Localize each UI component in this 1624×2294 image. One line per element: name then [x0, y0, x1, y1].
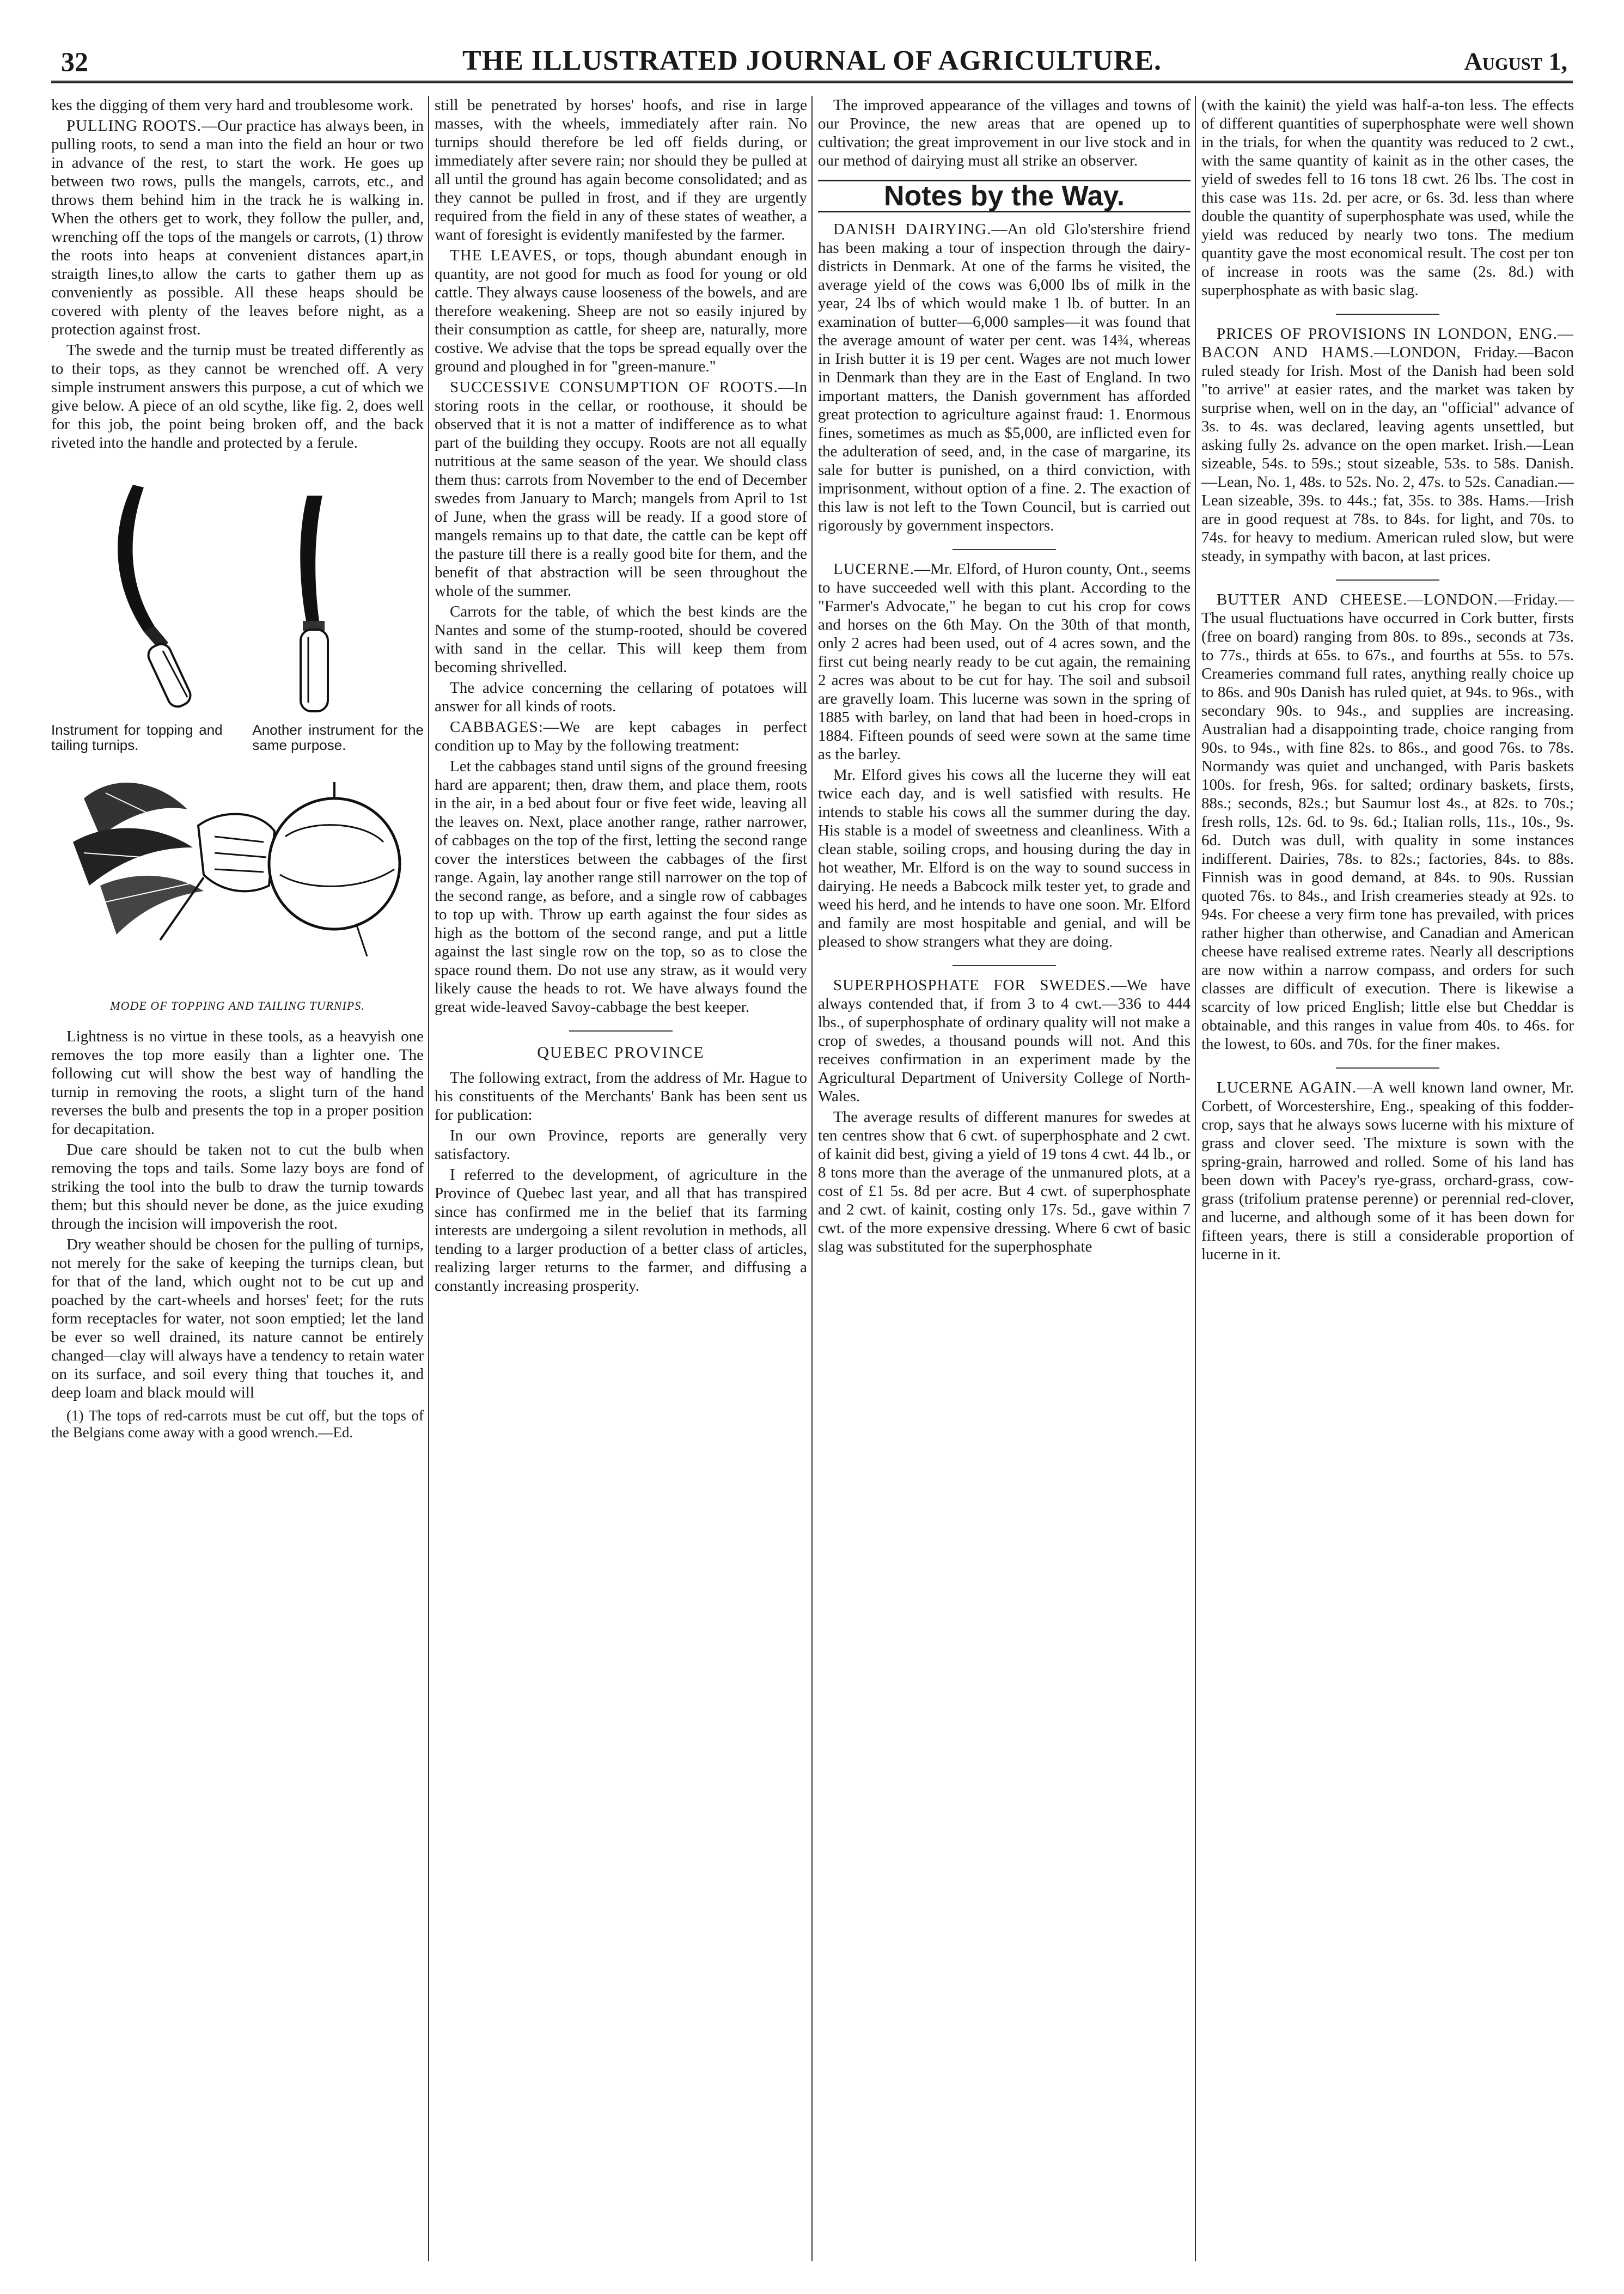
section-heading-notes: Notes by the Way.: [818, 180, 1190, 212]
article-lucerne: [818, 560, 1190, 764]
article-text: —An old Glo'stershire friend has been making a tour of inspection through the dairy-districts in Denmark. At one of the farms he visited, the average yield of the cows was 6,000 lbs of milk in the year, 24 lbs of which would make 1 lb. of butter. In an examination of butter—6,000 samples—it was found that the average amount of water per cent. was 14¾, whereas in Irish butter it is 19 per cent. Wages are not much lower in Denmark than they are in the East of England. In two important matters, the Danish government has afforded great protection to agriculture against fraud: 1. Enormous fines, sometimes as much as $5,000, are inflicted even for the adulteration of seed, and, in the case of margarine, its sale for butter is punished, on a third conviction, with imprisonment, without option of a fine. 2. The exaction of this law is not left to the Town Council, but is carried out rigorously by government inspectors.: [818, 221, 1190, 534]
article-heading: LUCERNE AGAIN.: [1217, 1079, 1357, 1096]
article-cabbages: [435, 718, 807, 755]
article-text: or tops, though abundant enough in quantity, are not good for much as food for young or old cattle. They always cause looseness of the bowels, and are therefore weakening. Sheep are not so easily injured by their consumption as cattle, for sheep are, naturally, more costive. We advise that the tops be spread equally over the ground and ploughed in for "green-manure.": [435, 247, 807, 375]
paragraph: I referred to the development, of agriculture in the Province of Quebec last year, and all that has transpired since has confirmed me in the belief that its farming interests are undergoing a silent revolution in methods, all tending to a larger production of a better class of articles, realizing larger returns to the farmer, and diffusing a constantly increasing prosperity.: [435, 1166, 807, 1295]
article-text: —We have always contended that, if from 3 to 4 cwt.—336 to 444 lbs., of superphosphate of ordinary quality will not make a crop of swedes, a thousand pounds will not. And this receives confirmation in an experiment made by the Agricultural Department of University College of North-Wales.: [818, 977, 1190, 1105]
article-superphosphate: [818, 976, 1190, 1106]
page-number: 32: [61, 46, 88, 77]
article-text: —Friday.—The usual fluctuations have occurred in Cork butter, firsts (free on board) ranging from 80s. to 89s., seconds at 73s. to 77s., thirds at 65s. to 67s., and fourths at 55s. to 57s. Creameries command full rates, anything really choice up to 86s. and 90s Danish has ruled quiet, at 94s. to 96s., with secondary 90s. to 94s., and supplies are increasing. Australian had a disappointing trade, choice ranging from 90s. to 94s., with fine 82s. to 86s., and good 76s. to 78s. Normandy was quiet and unchanged, with Paris baskets 100s. for fresh, 96s. for salted; ordinary baskets, firsts, 88s.; seconds, 82s.; but Saumur lost 4s., at 82s. to 70s.; fresh rolls, 12s. 6d. to 9s. 6d.; Italian rolls, 11s., 10s., 9s. 6d. Dutch was dull, with quality in some instances indifferent. Dairies, 78s. to 82s.; factories, 84s. to 88s. Finnish was in good demand, at 84s. to 90s. Russian quoted 76s. to 84s., and Irish creameries steady at 92s. to 94s. For cheese a very firm tone has prevailed, with prices rather higher than otherwise, and Canadian and American cheese have realised extreme rates. Nearly all descriptions are now within a narrow compass, and orders for such classes are difficult of execution. There is likewise a scarcity of low priced English; little else but Cheddar is obtainable, and this ranges in value from 40s. to 46s. for the lowest, to 60s. and 70s. for the finer makes.: [1201, 591, 1574, 1053]
article-heading: DANISH DAIRYING.: [833, 221, 992, 238]
figure-captions: [51, 722, 424, 753]
section-divider: [953, 965, 1056, 966]
paragraph: The average results of different manures for swedes at ten centres show that 6 cwt. of superphosphate and 2 cwt. of kainit did best, giving a yield of 19 tons 4 cwt. 44 lb., or 8 tons more than the average of the unmanured plots, at a cost of £1 5s. 8d per acre. But 4 cwt. of superphosphate and 2 cwt. of kainit, costing only 17s. 5d., gave within 7 cwt. of the more expensive dressing. Where 6 cwt of basic slag was substituted for the superphosphate: [818, 1108, 1190, 1255]
figure-1-caption: Instrument for topping and tailing turnips.: [51, 722, 223, 753]
paragraph: kes the digging of them very hard and troublesome work.: [51, 96, 414, 114]
column-rule: [1195, 96, 1196, 2261]
paragraph: still be penetrated by horses' hoofs, and rise in large masses, with the wheels, immediately after rain. No turnips should therefore be led off fields during, or immediately after severe rain; nor should they be pulled at all until the ground has again become consolidated; and as they cannot be pulled in frost, and if they are urgently required from the field in any of these states of weather, a want of foresight is evidently manifested by the farmer.: [435, 96, 807, 243]
section-heading-quebec: QUEBEC PROVINCE: [537, 1044, 705, 1061]
hand-holding-turnip-icon: [51, 760, 424, 995]
article-the-leaves: [435, 246, 807, 376]
article-text: —We are kept cabages in perfect condition up to May by the following treatment:: [435, 718, 807, 754]
column-3: [818, 96, 1190, 2261]
figure-3-caption: MODE OF TOPPING AND TAILING TURNIPS.: [110, 999, 365, 1012]
hand-icon: [160, 814, 274, 940]
section-divider: [569, 1030, 673, 1032]
paragraph: Due care should be taken not to cut the bulb when removing the tops and tails. Some lazy boys are fond of striking the tool into the bulb to draw the turnip towards them; but this should never be done, as the juice exuding through the incision will impoverish the root.: [51, 1141, 424, 1233]
article-text: —Mr. Elford, of Huron county, Ont., seems to have succeeded well with this plant. According to the "Farmer's Advocate," he began to cut his crop for cows and horses on the 6th May. On the 30th of that month, only 2 acres had been used, out of 4 acres sown, and the first cut being nearly ready to be cut again, the remaining 2 acres was about to be cut for hay. The soil and subsoil are gravelly loam. This lucerne was sown in the spring of 1885 with barley, on land that had been in hoed-crops in 1884. Fifteen pounds of seed were sown at the same time as the barley.: [818, 560, 1190, 763]
article-lucerne-again: [1201, 1078, 1574, 1264]
section-divider: [1336, 1067, 1439, 1069]
article-heading: CABBAGES:: [450, 718, 544, 736]
article-successive-consumption: [435, 378, 807, 600]
article-pulling-roots: [51, 117, 424, 339]
article-heading: LUCERNE.: [833, 560, 914, 578]
curved-topping-tool-icon: [118, 485, 193, 710]
paragraph: In our own Province, reports are generally very satisfactory.: [435, 1127, 807, 1163]
paragraph: Lightness is no virtue in these tools, as a heavyish one removes the top more easily than a lighter one. The following cut will show the best way of handling the turnip in removing the roots, a slight turn of the hand reverses the bulb and presents the top in a proper position for decapitation.: [51, 1028, 424, 1138]
section-divider: [953, 549, 1056, 550]
figure-topping-turnips: [51, 760, 424, 995]
article-text: —A well known land owner, Mr. Corbett, of Worcestershire, Eng., speaking of this fodder-crop, says that he always sows lucerne with his mixture of grass and clover seed. The mixture is sown with the spring-grain, harrowed and rolled. Some of his land has been down with Pacey's rye-grass, orchard-grass, cow-grass (trifolium pratense perenne) or perennial red-clover, and lucerne, and although some of it has been down for fifteen years, there is still a considerable proportion of lucerne in it.: [1201, 1079, 1574, 1263]
article-heading: BUTTER AND CHEESE.—LONDON.: [1217, 591, 1498, 608]
figure-turnip-tools: [51, 463, 424, 719]
paragraph: Carrots for the table, of which the best kinds are the Nantes and some of the stump-rooted, should be covered with sand in the cellar. This will keep them from becoming shrivelled.: [435, 603, 807, 676]
masthead: [51, 42, 1573, 83]
paragraph: Mr. Elford gives his cows all the lucerne they will eat twice each day, and is well satisfied with results. He intends to stable his cows all the summer during the day. His stable is a model of sweetness and cleanliness. With a clean stable, soiling crops, and housing during the day in hot weather, Mr. Elford is on the way to sound success in dairying. He needs a Babcock milk tester yet, to grade and weed his herd, and he intends to have one soon. Mr. Elford and family are most hospitable and genial, and will be pleased to show strangers what they are doing.: [818, 766, 1190, 950]
column-area: [51, 96, 1573, 2261]
article-butter-and-cheese: [1201, 590, 1574, 1053]
paragraph: (with the kainit) the yield was half-a-ton less. The effects of different quantities of superphosphate were well shown in the trials, for when the quantity was reduced to 2 cwt., with the same quantity of kainit as in the other cases, the yield of swedes fell to 16 tons 18 cwt. 26 lbs. The cost in this case was 11s. 2d. per acre, or 6s. 3d. less than where double the quantity of superphosphate was used, while the yield was reduced by nearly two tons. The medium quantity gave the most economical result. The cost per ton of increase in roots was the same (2s. 8d.) with superphosphate as with basic slag.: [1201, 96, 1574, 299]
section-divider: [1336, 314, 1439, 315]
column-2: [435, 96, 807, 2261]
paragraph: The swede and the turnip must be treated differently as to their tops, as they cannot be wrenched off. A very simple instrument answers this purpose, a cut of which we give below. A piece of an old scythe, like fig. 2, does well for this job, the point being broken off, and the back riveted into the handle and protected by a ferule.: [51, 341, 424, 452]
column-1: [51, 96, 424, 2261]
section-divider: [1336, 579, 1439, 581]
article-heading: THE LEAVES,: [450, 247, 557, 264]
paragraph: The advice concerning the cellaring of potatoes will answer for all kinds of roots.: [435, 679, 807, 715]
turnip-tools-illustration: [51, 463, 424, 719]
figure-2-caption: Another instrument for the same purpose.: [252, 722, 424, 753]
article-heading: SUCCESSIVE CONSUMPTION OF ROOTS.: [450, 379, 778, 396]
footnote: (1) The tops of red-carrots must be cut off, but the tops of the Belgians come away with a good wrench.—Ed.: [51, 1407, 424, 1441]
straight-topping-tool-icon: [300, 496, 328, 711]
issue-date: August 1,: [1464, 47, 1567, 75]
article-heading: SUPERPHOSPHATE FOR SWEDES.: [833, 977, 1111, 994]
journal-title: THE ILLUSTRATED JOURNAL OF AGRICULTURE.: [462, 45, 1162, 76]
paragraph: Dry weather should be chosen for the pulling of turnips, not merely for the sake of keeping the turnips clean, but for that of the land, which ought not to be cut up and poached by the cart-wheels and horses' feet; for the ruts form receptacles for water, not soon emptied; let the land be ever so well drained, its nature cannot be entirely changed—clay will always have a tendency to retain water on its surface, and soil every thing that touches it, and deep loam and black mould will: [51, 1236, 424, 1401]
turnip-bulb-icon: [269, 782, 400, 956]
article-prices-of-provisions: [1201, 325, 1574, 565]
paragraph: The following extract, from the address of Mr. Hague to his constituents of the Merchants' Bank has been sent us for publication:: [435, 1069, 807, 1124]
article-heading: PULLING ROOTS.: [66, 117, 202, 135]
paragraph: The improved appearance of the villages and towns of our Province, the new areas that are opened up to cultivation; the great improvement in our live stock and in our method of dairying must all strike an observer.: [818, 96, 1190, 169]
article-text: —In storing roots in the cellar, or roothouse, it should be observed that it is not a matter of indifference as to what part of the building they occupy. Roots are not all equally nutritious at the same season of the year. We should class them thus: carrots from November to the end of December swedes from January to March; mangels from April to 1st of June, when the grass will be ready. If a good store of mangels remains up to that date, the cattle can be kept off the pasture till there is a really good bite for them, and the benefit of that abstraction will be seen throughout the whole of the summer.: [435, 379, 807, 600]
article-text: —LONDON, Friday.—Bacon ruled steady for Irish. Most of the Danish had been sold "to arrive" at easier rates, and the market was taken by surprise when, well on in the day, an "official" advance of 3s. to 4s. was declared, leaving agents unsettled, but asking fully 2s. advance on the open market. Irish.—Lean sizeable, 54s. to 59s.; stout sizeable, 53s. to 58s. Danish.—Lean, No. 1, 48s. to 52s. No. 2, 47s. to 52s. Canadian.—Lean sizeable, 39s. to 44s.; fat, 35s. to 38s. Hams.—Irish are in good request at 78s. to 84s. for light, and 70s. to 74s. for heavy to medium. American ruled slow, but were steady, in sympathy with bacon, at last prices.: [1201, 344, 1574, 565]
column-4: [1201, 96, 1574, 2261]
column-rule: [811, 96, 813, 2261]
article-heading: PRICES OF PROVISIONS IN LONDON, ENG.—BACON AND HAMS.: [1201, 325, 1574, 361]
column-rule: [428, 96, 429, 2261]
paragraph: Let the cabbages stand until signs of the ground freesing hard are apparent; then, draw them, and place them, roots in the air, in a bed about four or five feet wide, leaving all the leaves on. Next, place another range, rather narrower, of cabbages on the top of the first, letting the second range cover the interstices between the cabbages of the first range. Again, lay another range still narrower on the top of the second range, as before, and a single row of cabbages to top up with. Throw up earth against the four sides as high as the bottom of the second range, and put a little against the last single row on the top, so as to close the space round them. Do not use any straw, as it would very likely cause the heads to rot. We have always found the great wide-leaved Savoy-cabbage the best keeper.: [435, 758, 807, 1016]
article-danish-dairying: [818, 220, 1190, 535]
article-text: —Our practice has always been, in pulling roots, to send a man into the field an hour or two in advance of the rest, to start the work. He goes up between two rows, pulls the mangels, carrots, etc., and throws them behind him in the track he is walking in. When the others get to work, they follow the puller, and, wrenching off the tops of the mangels or carrots, (1) throw the roots into heaps at convenient distances apart,in straigth lines,to allow the carts to gather them up as conveniently as possible. All these heaps should be covered with plenty of the leaves before night, as a protection against frost.: [51, 117, 424, 338]
